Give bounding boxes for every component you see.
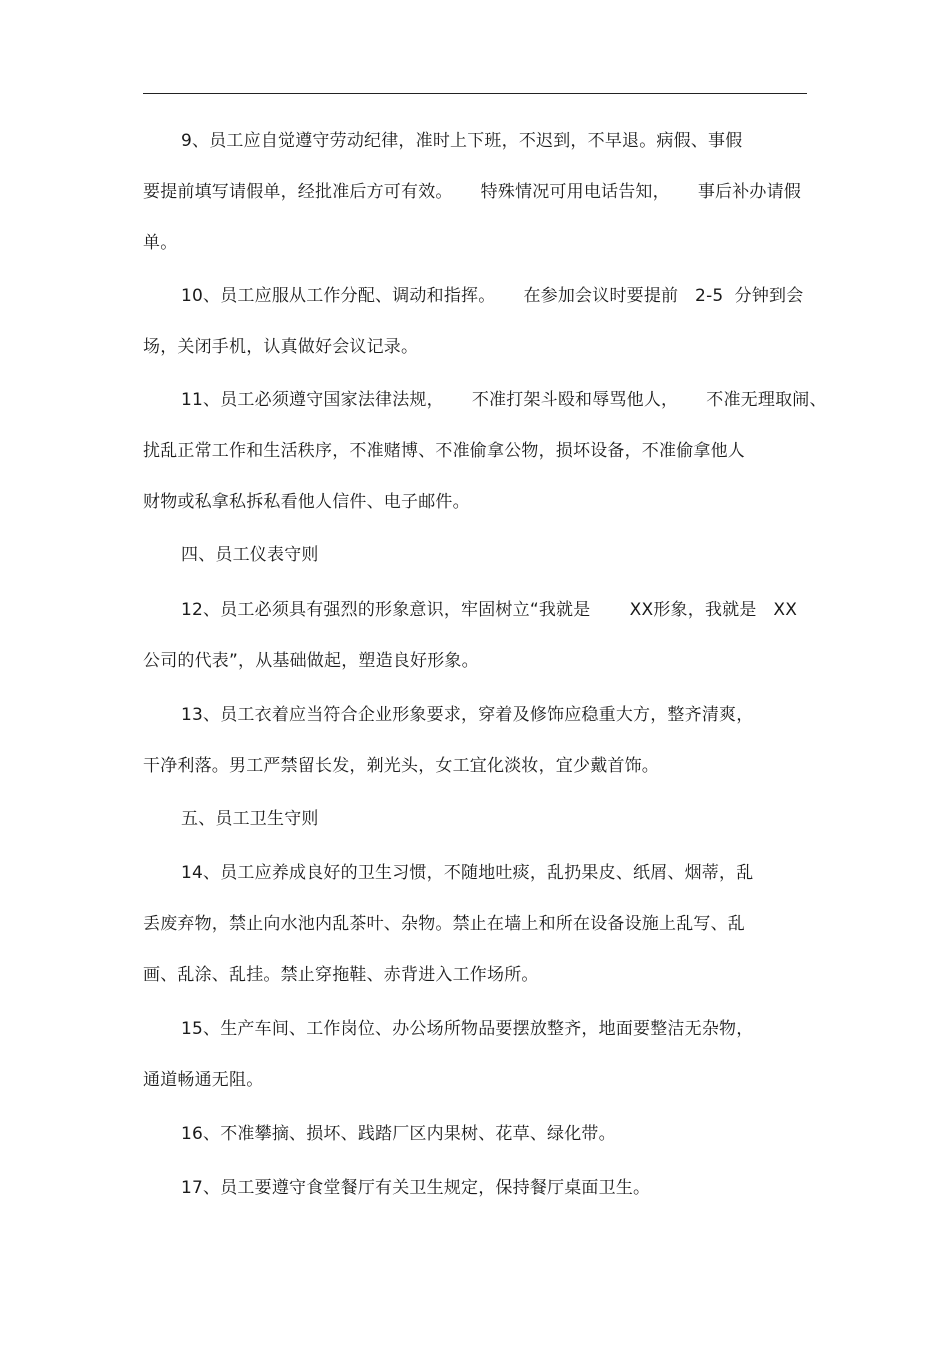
paragraph-line: 9、员工应自觉遵守劳动纪律，准时上下班，不迟到，不早退。病假、事假	[181, 131, 743, 151]
section-heading: 四、员工仪表守则	[181, 545, 319, 565]
paragraph-line: 11、员工必须遵守国家法律法规， 不准打架斗殴和辱骂他人， 不准无理取闹、	[181, 390, 827, 410]
paragraph-line: 通道畅通无阻。	[143, 1070, 264, 1090]
paragraph-line: 画、乱涂、乱挂。禁止穿拖鞋、赤背进入工作场所。	[143, 965, 539, 985]
paragraph-line: 10、员工应服从工作分配、调动和指挥。 在参加会议时要提前 2-5 分钟到会	[181, 286, 804, 306]
paragraph-line: 干净利落。男工严禁留长发，剃光头，女工宜化淡妆，宜少戴首饰。	[143, 756, 659, 776]
paragraph-line: 13、员工衣着应当符合企业形象要求，穿着及修饰应稳重大方，整齐清爽，	[181, 705, 754, 725]
section-heading: 五、员工卫生守则	[181, 809, 319, 829]
header-rule	[143, 93, 807, 94]
paragraph-line: 要提前填写请假单，经批准后方可有效。 特殊情况可用电话告知， 事后补办请假	[143, 182, 802, 202]
paragraph-line: 14、员工应养成良好的卫生习惯，不随地吐痰，乱扔果皮、纸屑、烟蒂，乱	[181, 863, 754, 883]
paragraph-line: 16、不准攀摘、损坏、践踏厂区内果树、花草、绿化带。	[181, 1124, 616, 1144]
paragraph-line: 财物或私拿私拆私看他人信件、电子邮件。	[143, 492, 470, 512]
paragraph-line: 扰乱正常工作和生活秩序，不准赌博、不准偷拿公物，损坏设备，不准偷拿他人	[143, 441, 745, 461]
paragraph-line: 15、生产车间、工作岗位、办公场所物品要摆放整齐，地面要整洁无杂物，	[181, 1019, 754, 1039]
paragraph-line: 场，关闭手机，认真做好会议记录。	[143, 337, 419, 357]
paragraph-line: 12、员工必须具有强烈的形象意识，牢固树立“我就是 XX形象，我就是 XX	[181, 600, 798, 620]
paragraph-line: 单。	[143, 233, 178, 253]
paragraph-line: 丢废弃物，禁止向水池内乱茶叶、杂物。禁止在墙上和所在设备设施上乱写、乱	[143, 914, 745, 934]
paragraph-line: 17、员工要遵守食堂餐厅有关卫生规定，保持餐厅桌面卫生。	[181, 1178, 651, 1198]
paragraph-line: 公司的代表”，从基础做起，塑造良好形象。	[143, 651, 479, 671]
